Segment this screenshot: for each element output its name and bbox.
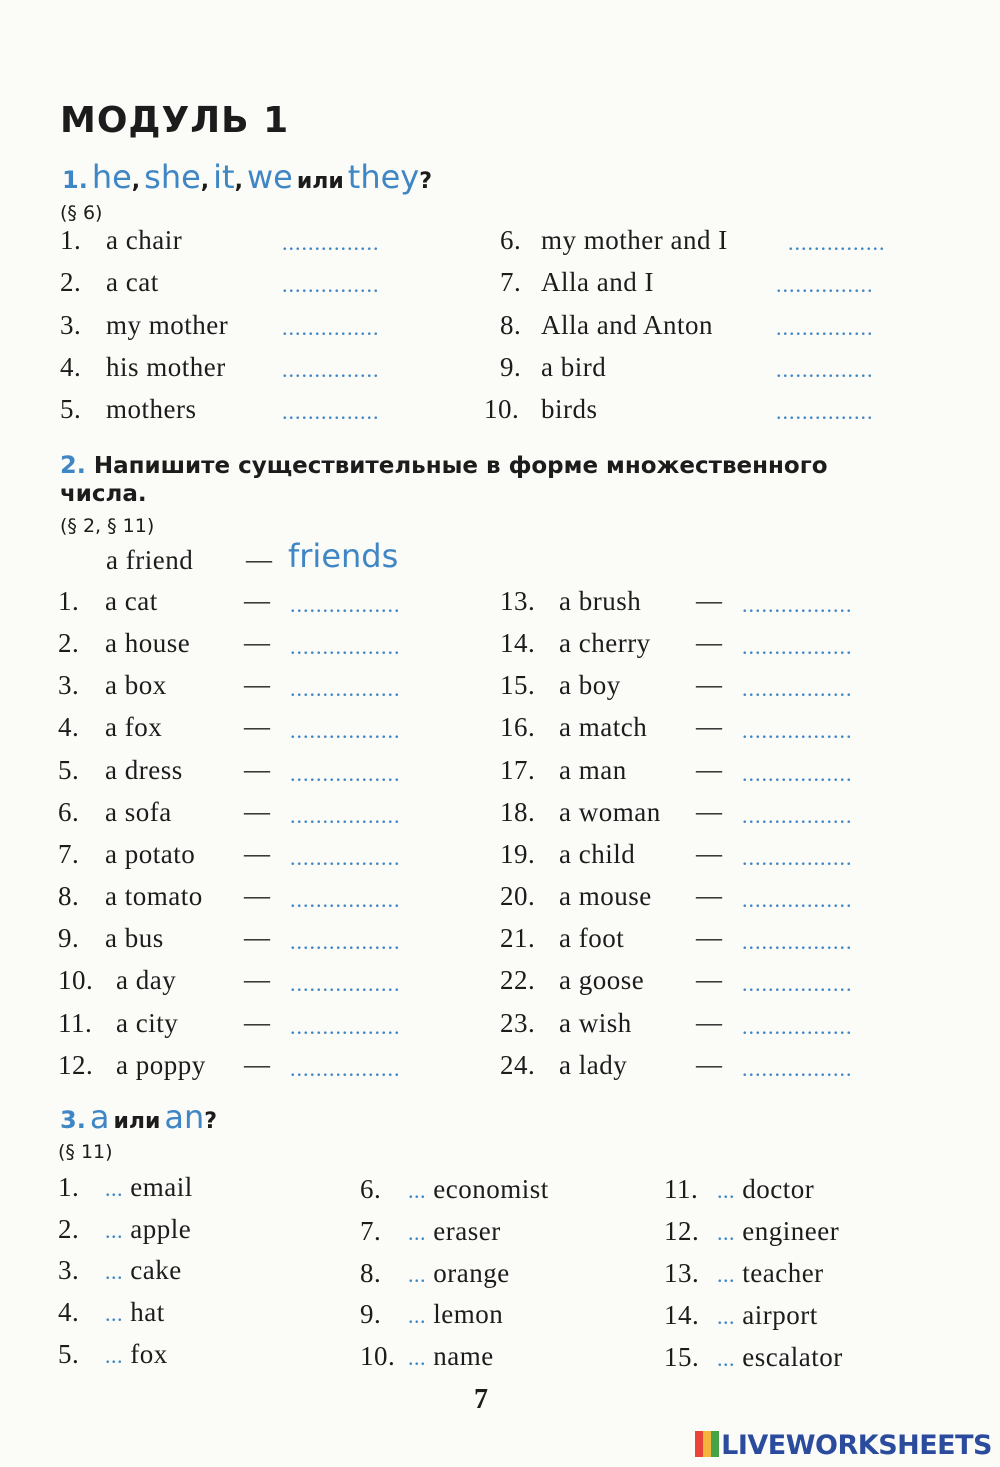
task3-heading [60,1098,217,1136]
dash: — [244,1008,270,1037]
task2-item: 5. a dress [58,755,183,785]
task1-item: 1. a chair [60,225,183,255]
dash: — [696,670,722,699]
dash: — [696,923,722,952]
dash: — [244,712,270,741]
answer-blank[interactable]: ................. [290,887,401,912]
task1-number: 1. [62,166,88,194]
task1-item: 6. my mother and I [500,225,728,255]
task2-example-answer: friends [288,537,399,575]
task1-sep: , [200,169,210,194]
dash: — [244,965,270,994]
task3-ili: или [113,1109,161,1134]
task3-item: 7. ... eraser [360,1216,501,1246]
task1-item: 8. Alla and Anton [500,310,713,340]
task3-item: 5. ... fox [58,1339,168,1369]
task2-item: 21. a foot [500,923,625,953]
task3-item: 6. ... economist [360,1174,549,1204]
task3-word-a: a [89,1098,110,1136]
answer-blank[interactable]: ............... [282,357,380,382]
answer-blank[interactable]: ................. [742,634,853,659]
task1-qmark: ? [419,169,432,194]
answer-blank[interactable]: ................. [742,1014,853,1039]
dash: — [244,797,270,826]
answer-blank[interactable]: ... [408,1178,426,1203]
task2-item: 14. a cherry [500,628,651,658]
task2-item: 7. a potato [58,839,196,869]
logo-icon [695,1431,719,1457]
dash: — [696,628,722,657]
task3-item: 10. ... name [360,1341,494,1371]
answer-blank[interactable]: ............... [788,230,886,255]
answer-blank[interactable]: ... [105,1218,123,1243]
answer-blank[interactable]: ... [408,1220,426,1245]
answer-blank[interactable]: ... [408,1345,426,1370]
answer-blank[interactable]: ................. [290,761,401,786]
task3-item: 4. ... hat [58,1297,165,1327]
task2-item: 23. a wish [500,1008,632,1038]
answer-blank[interactable]: ................. [742,971,853,996]
task3-ref: (§ 11) [58,1141,113,1163]
task3-item: 1. ... email [58,1172,193,1202]
dash: — [696,965,722,994]
task2-example-word: a friend [106,545,194,575]
task2-item: 8. a tomato [58,881,203,911]
liveworksheets-logo [695,1430,992,1461]
task2-item: 18. a woman [500,797,661,827]
answer-blank[interactable]: ............... [282,399,380,424]
task3-item: 12. ... engineer [664,1216,840,1246]
task2-item: 11. a city [58,1008,179,1038]
task3-item: 14. ... airport [664,1300,818,1330]
dash: — [696,881,722,910]
answer-blank[interactable]: ................. [742,761,853,786]
dash: — [244,1050,270,1079]
answer-blank[interactable]: ................. [290,592,401,617]
logo-text: LIVEWORKSHEETS [721,1430,992,1461]
dash: — [696,1050,722,1079]
task2-item: 15. a boy [500,670,621,700]
task2-ref: (§ 2, § 11) [60,515,155,537]
task3-item: 2. ... apple [58,1214,192,1244]
answer-blank[interactable]: ................. [742,845,853,870]
answer-blank[interactable]: ... [717,1178,735,1203]
task2-item: 10. a day [58,965,177,995]
dash: — [696,1008,722,1037]
task2-item: 12. a poppy [58,1050,206,1080]
answer-blank[interactable]: ................. [290,971,401,996]
dash: — [696,712,722,741]
task2-number: 2. [60,451,86,479]
page-title: МОДУЛЬ 1 [60,100,290,141]
answer-blank[interactable]: ............... [776,315,874,340]
task1-item: 5. mothers [60,394,197,424]
dash: — [244,839,270,868]
answer-blank[interactable]: ............... [776,272,874,297]
task2-item: 6. a sofa [58,797,172,827]
answer-blank[interactable]: ... [408,1262,426,1287]
dash: — [696,797,722,826]
task2-example-dash: — [246,545,272,574]
task1-item: 7. Alla and I [500,267,654,297]
task3-qmark: ? [204,1109,218,1134]
task2-heading-line1: Напишите существительные в форме множественного [93,453,828,479]
task2-item: 16. a match [500,712,648,742]
dash: — [244,628,270,657]
task2-item: 17. a man [500,755,627,785]
answer-blank[interactable]: ... [105,1176,123,1201]
dash: — [244,586,270,615]
answer-blank[interactable]: ................. [742,592,853,617]
answer-blank[interactable]: ................. [290,929,401,954]
task2-item: 24. a lady [500,1050,628,1080]
task1-word-he: he [91,158,132,196]
task2-item: 4. a fox [58,712,163,742]
dash: — [244,881,270,910]
answer-blank[interactable]: ................. [290,718,401,743]
task2-item: 19. a child [500,839,636,869]
task3-item: 9. ... lemon [360,1299,504,1329]
task3-item: 11. ... doctor [664,1174,815,1204]
task2-item: 9. a bus [58,923,164,953]
task1-ref: (§ 6) [60,202,103,224]
task2-heading-line2: числа. [60,481,147,507]
task1-ili: или [296,169,344,194]
task3-item: 8. ... orange [360,1258,510,1288]
answer-blank[interactable]: ................. [290,1056,401,1081]
task2-item: 1. a cat [58,586,158,616]
dash: — [696,586,722,615]
task3-item: 15. ... escalator [664,1342,843,1372]
dash: — [696,755,722,784]
task2-item: 3. a box [58,670,167,700]
page-number: 7 [474,1384,488,1415]
task1-heading [62,158,432,196]
answer-blank[interactable]: ............... [776,399,874,424]
dash: — [244,670,270,699]
task2-item: 22. a goose [500,965,645,995]
task1-item: 4. his mother [60,352,226,382]
answer-blank[interactable]: ... [105,1343,123,1368]
answer-blank[interactable]: ... [717,1346,735,1371]
answer-blank[interactable]: ................. [290,634,401,659]
task3-item: 13. ... teacher [664,1258,824,1288]
answer-blank[interactable]: ... [408,1303,426,1328]
task2-item: 13. a brush [500,586,642,616]
task1-word-we: we [246,158,293,196]
answer-blank[interactable]: ... [105,1259,123,1284]
answer-blank[interactable]: ................. [742,718,853,743]
dash: — [696,839,722,868]
task3-number: 3. [60,1106,86,1134]
answer-blank[interactable]: ............... [282,230,380,255]
answer-blank[interactable]: ............... [282,315,380,340]
task1-sep: , [234,169,243,194]
answer-blank[interactable]: ............... [776,357,874,382]
answer-blank[interactable]: ................. [290,845,401,870]
task1-item: 2. a cat [60,267,159,297]
task3-word-an: an [164,1098,205,1136]
answer-blank[interactable]: ................. [290,676,401,701]
answer-blank[interactable]: ... [717,1220,735,1245]
answer-blank[interactable]: ................. [742,887,853,912]
task1-sep: , [131,169,141,194]
task1-word-it: it [213,158,235,196]
task3-item: 3. ... cake [58,1255,182,1285]
answer-blank[interactable]: ... [717,1262,735,1287]
task1-item: 10. birds [484,394,598,424]
task2-item: 2. a house [58,628,191,658]
dash: — [244,923,270,952]
answer-blank[interactable]: ... [717,1304,735,1329]
task1-item: 9. a bird [500,352,607,382]
answer-blank[interactable]: ................. [742,1056,853,1081]
task2-item: 20. a mouse [500,881,652,911]
answer-blank[interactable]: ... [105,1301,123,1326]
task2-heading [60,451,828,479]
dash: — [244,755,270,784]
answer-blank[interactable]: ................. [290,1014,401,1039]
task1-item: 3. my mother [60,310,229,340]
answer-blank[interactable]: ................. [290,803,401,828]
answer-blank[interactable]: ................. [742,929,853,954]
answer-blank[interactable]: ................. [742,803,853,828]
answer-blank[interactable]: ................. [742,676,853,701]
task1-word-they: they [347,158,420,196]
answer-blank[interactable]: ............... [282,272,380,297]
task1-word-she: she [144,158,201,196]
